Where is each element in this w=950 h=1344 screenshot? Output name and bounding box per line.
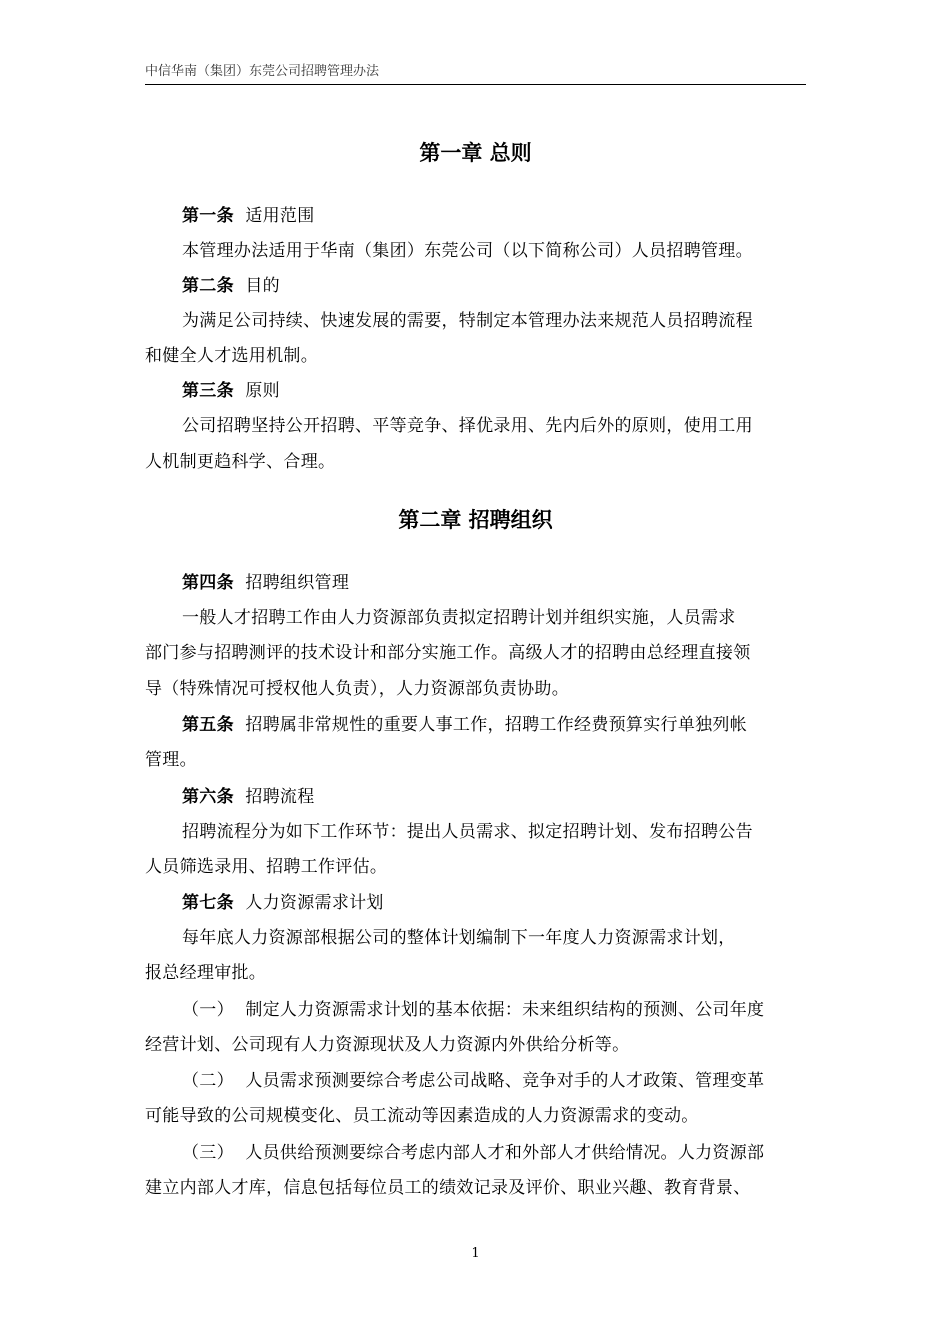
list-item-text: 制定人力资源需求计划的基本依据：未来组织结构的预测、公司年度 [245, 1000, 765, 1020]
article-label: 第六条 [182, 787, 234, 807]
list-item-text: 人员需求预测要综合考虑公司战略、竞争对手的人才政策、管理变革 [245, 1071, 765, 1091]
chapter-title: 第二章 招聘组织 [398, 507, 553, 532]
paragraph-line: 和健全人才选用机制。 [145, 346, 318, 366]
paragraph-line: 本管理办法适用于华南（集团）东莞公司（以下简称公司）人员招聘管理。 [182, 241, 753, 261]
list-item-number: （一） [182, 1000, 234, 1020]
paragraph-line: 建立内部人才库，信息包括每位员工的绩效记录及评价、职业兴趣、教育背景、 [145, 1178, 751, 1198]
list-item-number: （三） [182, 1143, 234, 1163]
article-inline [182, 713, 747, 737]
paragraph-line: 可能导致的公司规模变化、员工流动等因素造成的人力资源需求的变动。 [145, 1106, 699, 1126]
list-item [182, 1141, 764, 1165]
paragraph-line: 人机制更趋科学、合理。 [145, 452, 336, 472]
article-heading [182, 274, 280, 298]
article-label: 第七条 [182, 893, 234, 913]
article-heading [182, 785, 315, 809]
paragraph-line: 经营计划、公司现有人力资源现状及人力资源内外供给分析等。 [145, 1035, 630, 1055]
header-title: 中信华南（集团）东莞公司招聘管理办法 [145, 64, 380, 79]
article-heading [182, 891, 384, 915]
article-title: 原则 [245, 381, 280, 401]
paragraph-line: 为满足公司持续、快速发展的需要，特制定本管理办法来规范人员招聘流程 [182, 311, 753, 331]
list-item [182, 1069, 764, 1093]
chapter-title: 第一章 总则 [419, 140, 532, 165]
article-heading [182, 204, 315, 228]
paragraph-line: 部门参与招聘测评的技术设计和部分实施工作。高级人才的招聘由总经理直接领 [145, 643, 751, 663]
article-heading [182, 571, 349, 595]
article-label: 第二条 [182, 276, 234, 296]
paragraph-line: 人员筛选录用、招聘工作评估。 [145, 857, 388, 877]
paragraph-line: 一般人才招聘工作由人力资源部负责拟定招聘计划并组织实施，人员需求 [182, 608, 736, 628]
article-label: 第一条 [182, 206, 234, 226]
paragraph-line: 每年底人力资源部根据公司的整体计划编制下一年度人力资源需求计划， [182, 928, 736, 948]
list-item-number: （二） [182, 1071, 234, 1091]
article-label: 第四条 [182, 573, 234, 593]
article-title: 人力资源需求计划 [245, 893, 384, 913]
paragraph-line: 招聘流程分为如下工作环节：提出人员需求、拟定招聘计划、发布招聘公告 [182, 822, 753, 842]
article-title: 适用范围 [245, 206, 315, 226]
paragraph-line: 公司招聘坚持公开招聘、平等竞争、择优录用、先内后外的原则，使用工用 [182, 416, 753, 436]
paragraph-line: 管理。 [145, 750, 197, 770]
page-number: 1 [471, 1246, 480, 1261]
list-item [182, 998, 764, 1022]
article-title: 目的 [245, 276, 280, 296]
article-heading [182, 379, 280, 403]
page-header [145, 60, 806, 85]
list-item-text: 人员供给预测要综合考虑内部人才和外部人才供给情况。人力资源部 [245, 1143, 765, 1163]
paragraph-line: 导（特殊情况可授权他人负责），人力资源部负责协助。 [145, 679, 569, 699]
article-text: 招聘属非常规性的重要人事工作，招聘工作经费预算实行单独列帐 [245, 715, 748, 735]
article-title: 招聘流程 [245, 787, 315, 807]
paragraph-line: 报总经理审批。 [145, 963, 267, 983]
article-title: 招聘组织管理 [245, 573, 350, 593]
article-label: 第三条 [182, 381, 234, 401]
article-label: 第五条 [182, 715, 234, 735]
